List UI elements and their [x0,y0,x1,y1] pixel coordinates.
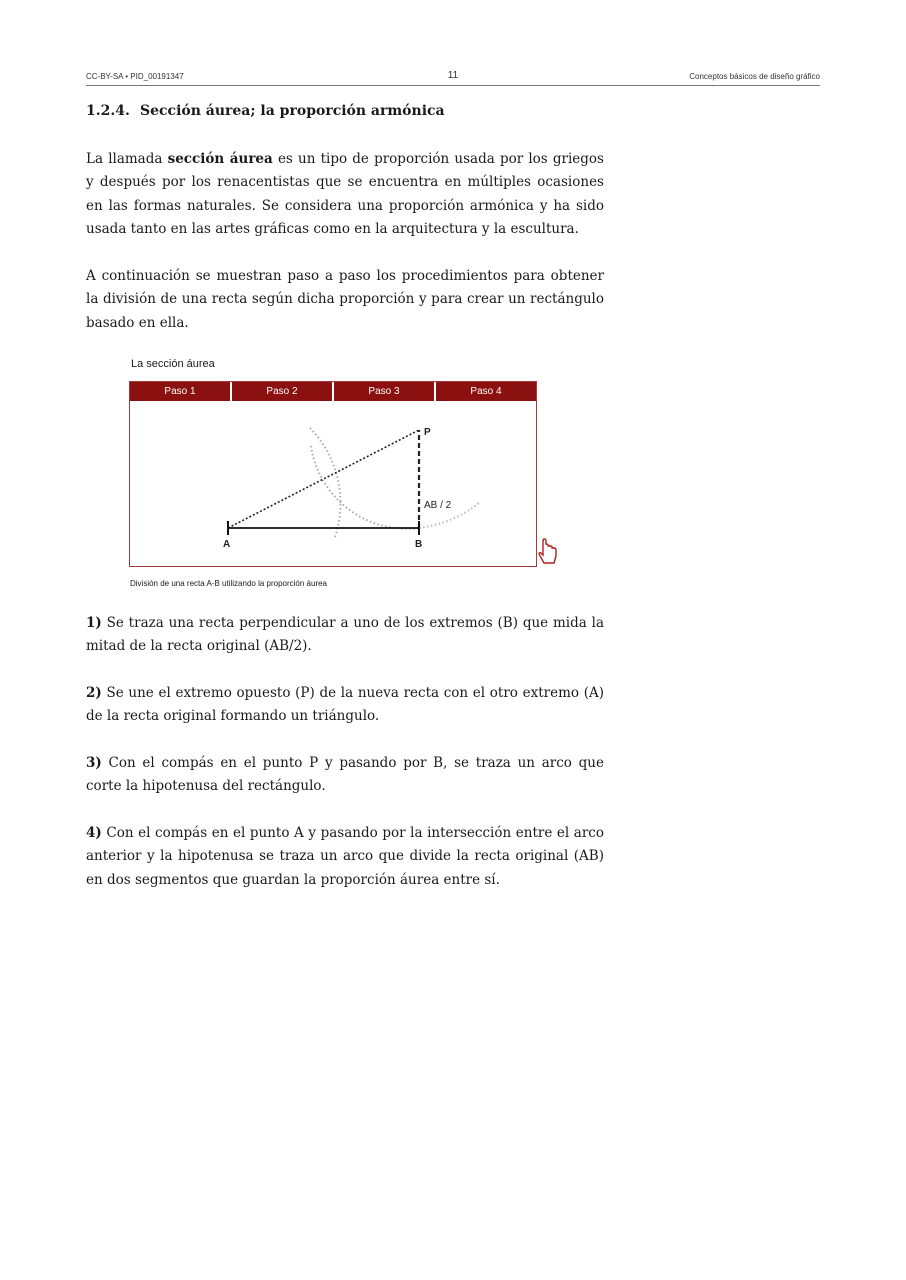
intro-paragraph-1 [86,148,604,242]
golden-section-figure [129,381,537,567]
figure-step-tabs [130,382,536,401]
label-ab-half: AB / 2 [424,500,452,511]
step-2-text: Se une el extremo opuesto (P) de la nueva recta con el otro extremo (A) de la recta original formando un triángulo. [86,685,604,725]
step-4-paragraph [86,822,604,892]
step-1-number: 1) [86,615,102,631]
tab-paso-3[interactable]: Paso 3 [334,382,436,401]
figure-caption: División de una recta A-B utilizando la proporción áurea [130,579,328,588]
intro-p1-start: La llamada [86,151,168,167]
step-3-text: Con el compás en el punto P y pasando por B, se traza un arco que corte la hipotenusa del rectángulo. [86,755,604,795]
intro-paragraph-2: A continuación se muestran paso a paso los procedimientos para obtener la división de una recta según dicha proporción y para crear un rectángulo basado en ella. [86,268,604,331]
intro-p1-rest: es un tipo de proporción usada por los griegos y después por los renacentistas que se encuentra en múltiples ocasiones en las formas naturales. Se considera una proporción armónica y ha sido usada tanto en las artes gráficas como en la arquitectura y la escultura. [86,151,604,238]
page-number: 11 [447,70,459,81]
header-divider [86,85,820,86]
pointer-hand-icon[interactable] [537,538,559,568]
step-2-paragraph [86,682,604,729]
tab-paso-1[interactable]: Paso 1 [130,382,232,401]
arc-from-a [310,428,340,537]
step-4-text: Con el compás en el punto A y pasando por la intersección entre el arco anterior y la hipotenusa se traza un arco que divide la recta original (AB) en dos segmentos que guardan la proporción áurea entre sí. [86,825,604,888]
header-book-title: Conceptos básicos de diseño gráfico [689,72,820,81]
label-a: A [223,539,231,550]
section-number: 1.2.4. [86,103,130,119]
construction-diagram [130,401,535,565]
label-p: P [424,427,431,438]
header-doc-id: CC-BY-SA • PID_00191347 [86,72,184,81]
figure-title: La sección áurea [131,358,215,370]
intro-p1-bold-term: sección áurea [167,151,273,167]
step-3-number: 3) [86,755,102,771]
tab-paso-2[interactable]: Paso 2 [232,382,334,401]
step-1-paragraph [86,612,604,659]
tab-paso-4[interactable]: Paso 4 [470,386,502,397]
hypotenuse-line [228,430,419,528]
section-title-text: Sección áurea; la proporción armónica [140,103,445,119]
label-b: B [415,539,423,550]
step-3-paragraph [86,752,604,799]
step-1-text: Se traza una recta perpendicular a uno de los extremos (B) que mida la mitad de la recta original (AB/2). [86,615,604,655]
step-2-number: 2) [86,685,102,701]
step-4-number: 4) [86,825,102,841]
section-heading [86,103,445,119]
